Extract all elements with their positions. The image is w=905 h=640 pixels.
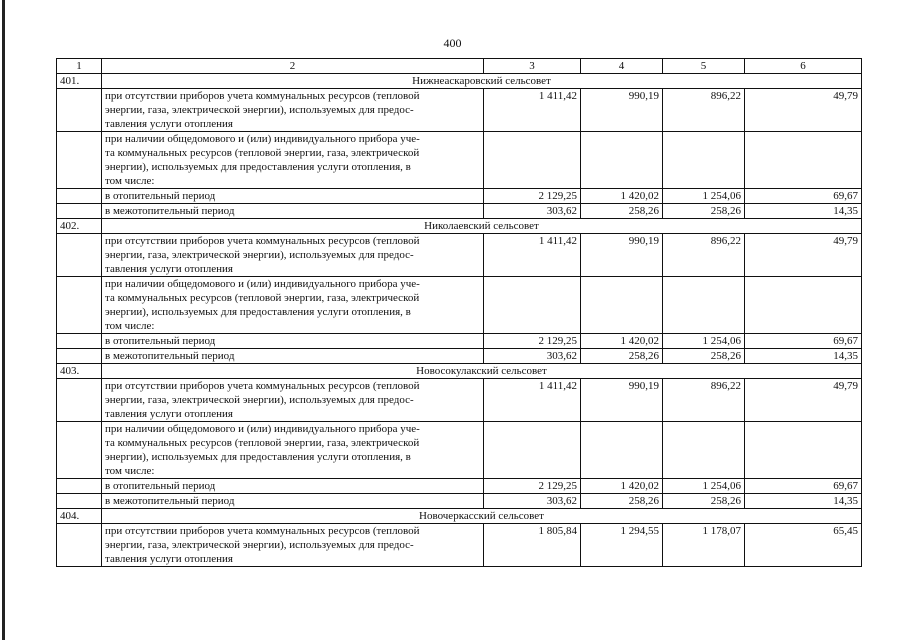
value-cell: 303,62 — [484, 494, 581, 509]
value-cell: 258,26 — [663, 204, 745, 219]
value-cell: 2 129,25 — [484, 479, 581, 494]
value-cell — [663, 422, 745, 479]
value-cell: 1 254,06 — [663, 189, 745, 204]
value-cell — [745, 277, 862, 334]
column-header: 3 — [484, 59, 581, 74]
table-row — [57, 204, 862, 219]
text-line: при отсутствии приборов учета коммунальных ресурсов (тепловой — [105, 525, 420, 537]
table-row — [57, 89, 862, 132]
value-cell — [484, 422, 581, 479]
value-cell: 1 805,84 — [484, 524, 581, 567]
value-cell — [663, 132, 745, 189]
index-cell — [57, 494, 102, 509]
value-cell: 1 294,55 — [581, 524, 663, 567]
column-header: 2 — [102, 59, 484, 74]
value-cell — [581, 132, 663, 189]
value-cell: 990,19 — [581, 89, 663, 132]
text-line: при отсутствии приборов учета коммунальных ресурсов (тепловой — [105, 235, 420, 247]
value-cell: 69,67 — [745, 479, 862, 494]
description-cell — [102, 422, 484, 479]
description-cell: в межотопительный период — [102, 204, 484, 219]
description-cell — [102, 379, 484, 422]
text-line: при наличии общедомового и (или) индивидуального прибора уче- — [105, 278, 420, 290]
text-line: энергии), используемых для предоставления услуги отопления, в — [105, 306, 411, 318]
section-header-row — [57, 509, 862, 524]
section-index: 401. — [57, 74, 102, 89]
index-cell — [57, 524, 102, 567]
value-cell: 303,62 — [484, 204, 581, 219]
value-cell: 990,19 — [581, 379, 663, 422]
value-cell: 49,79 — [745, 379, 862, 422]
value-cell — [663, 277, 745, 334]
index-cell — [57, 379, 102, 422]
value-cell: 2 129,25 — [484, 334, 581, 349]
column-header-row — [57, 59, 862, 74]
value-cell: 49,79 — [745, 89, 862, 132]
table-row — [57, 379, 862, 422]
value-cell — [745, 132, 862, 189]
value-cell: 1 420,02 — [581, 479, 663, 494]
table-row — [57, 349, 862, 364]
index-cell — [57, 234, 102, 277]
value-cell: 1 254,06 — [663, 479, 745, 494]
description-cell: в отопительный период — [102, 189, 484, 204]
table-row — [57, 277, 862, 334]
section-title: Новочеркасский сельсовет — [102, 509, 862, 524]
value-cell: 258,26 — [663, 494, 745, 509]
value-cell — [581, 277, 663, 334]
text-line: тавления услуги отопления — [105, 553, 233, 565]
text-line: та коммунальных ресурсов (тепловой энергии, газа, электрической — [105, 437, 420, 449]
table-row — [57, 479, 862, 494]
value-cell — [745, 422, 862, 479]
index-cell — [57, 89, 102, 132]
value-cell: 1 411,42 — [484, 234, 581, 277]
value-cell: 69,67 — [745, 334, 862, 349]
text-line: при наличии общедомового и (или) индивидуального прибора уче- — [105, 133, 420, 145]
table-row — [57, 334, 862, 349]
index-cell — [57, 277, 102, 334]
section-header-row — [57, 219, 862, 234]
section-index: 404. — [57, 509, 102, 524]
value-cell: 49,79 — [745, 234, 862, 277]
text-line: том числе: — [105, 320, 155, 332]
text-line: при отсутствии приборов учета коммунальных ресурсов (тепловой — [105, 380, 420, 392]
value-cell: 65,45 — [745, 524, 862, 567]
description-cell — [102, 524, 484, 567]
value-cell — [484, 277, 581, 334]
section-index: 403. — [57, 364, 102, 379]
value-cell: 2 129,25 — [484, 189, 581, 204]
text-line: та коммунальных ресурсов (тепловой энергии, газа, электрической — [105, 292, 420, 304]
section-index: 402. — [57, 219, 102, 234]
value-cell: 258,26 — [581, 349, 663, 364]
description-cell — [102, 234, 484, 277]
page-number: 400 — [443, 36, 462, 50]
value-cell: 258,26 — [663, 349, 745, 364]
table-row — [57, 422, 862, 479]
value-cell: 69,67 — [745, 189, 862, 204]
text-line: тавления услуги отопления — [105, 408, 233, 420]
value-cell — [484, 132, 581, 189]
text-line: энергии, газа, электрической энергии), используемых для предос- — [105, 249, 414, 261]
table-row — [57, 234, 862, 277]
column-header: 1 — [57, 59, 102, 74]
table-row — [57, 524, 862, 567]
value-cell: 258,26 — [581, 494, 663, 509]
section-header-row — [57, 74, 862, 89]
value-cell: 896,22 — [663, 89, 745, 132]
column-header: 5 — [663, 59, 745, 74]
table-row — [57, 494, 862, 509]
page-edge-bar — [2, 0, 5, 640]
text-line: тавления услуги отопления — [105, 263, 233, 275]
column-header: 4 — [581, 59, 663, 74]
value-cell: 1 411,42 — [484, 379, 581, 422]
value-cell: 14,35 — [745, 349, 862, 364]
description-cell — [102, 277, 484, 334]
section-title: Новосокулакский сельсовет — [102, 364, 862, 379]
index-cell — [57, 189, 102, 204]
tariff-table — [56, 58, 862, 567]
section-header-row — [57, 364, 862, 379]
description-cell: в межотопительный период — [102, 349, 484, 364]
text-line: том числе: — [105, 465, 155, 477]
column-header: 6 — [745, 59, 862, 74]
table-row — [57, 132, 862, 189]
description-cell: в отопительный период — [102, 334, 484, 349]
index-cell — [57, 422, 102, 479]
text-line: при отсутствии приборов учета коммунальных ресурсов (тепловой — [105, 90, 420, 102]
table-row — [57, 189, 862, 204]
text-line: энергии), используемых для предоставления услуги отопления, в — [105, 451, 411, 463]
value-cell: 896,22 — [663, 379, 745, 422]
description-cell: в межотопительный период — [102, 494, 484, 509]
index-cell — [57, 349, 102, 364]
value-cell: 1 178,07 — [663, 524, 745, 567]
text-line: тавления услуги отопления — [105, 118, 233, 130]
value-cell: 1 254,06 — [663, 334, 745, 349]
text-line: энергии, газа, электрической энергии), используемых для предос- — [105, 394, 414, 406]
value-cell: 990,19 — [581, 234, 663, 277]
description-cell — [102, 89, 484, 132]
description-cell: в отопительный период — [102, 479, 484, 494]
value-cell: 1 420,02 — [581, 189, 663, 204]
value-cell: 258,26 — [581, 204, 663, 219]
value-cell: 1 411,42 — [484, 89, 581, 132]
text-line: том числе: — [105, 175, 155, 187]
value-cell — [581, 422, 663, 479]
section-title: Николаевский сельсовет — [102, 219, 862, 234]
section-title: Нижнеаскаровский сельсовет — [102, 74, 862, 89]
text-line: та коммунальных ресурсов (тепловой энергии, газа, электрической — [105, 147, 420, 159]
text-line: энергии, газа, электрической энергии), используемых для предос- — [105, 104, 414, 116]
index-cell — [57, 334, 102, 349]
text-line: при наличии общедомового и (или) индивидуального прибора уче- — [105, 423, 420, 435]
value-cell: 896,22 — [663, 234, 745, 277]
text-line: энергии), используемых для предоставления услуги отопления, в — [105, 161, 411, 173]
value-cell: 1 420,02 — [581, 334, 663, 349]
index-cell — [57, 204, 102, 219]
description-cell — [102, 132, 484, 189]
value-cell: 14,35 — [745, 494, 862, 509]
index-cell — [57, 479, 102, 494]
value-cell: 14,35 — [745, 204, 862, 219]
text-line: энергии, газа, электрической энергии), используемых для предос- — [105, 539, 414, 551]
value-cell: 303,62 — [484, 349, 581, 364]
index-cell — [57, 132, 102, 189]
